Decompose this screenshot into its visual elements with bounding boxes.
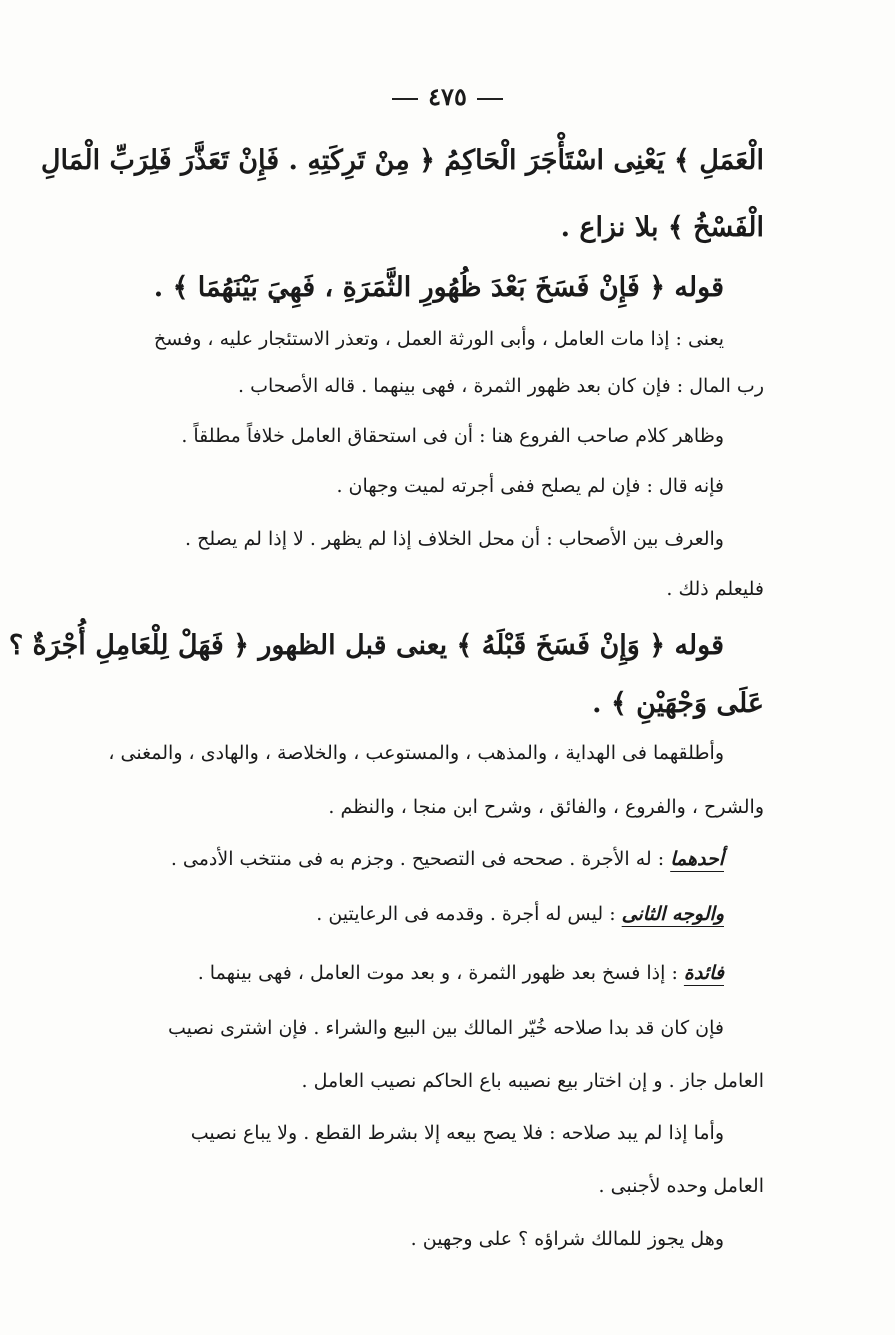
line-text: عَلَى وَجْهَيْنِ ﴾ . xyxy=(592,688,764,719)
text-line xyxy=(148,796,764,818)
section-term: أحدهما xyxy=(670,848,724,870)
text-line xyxy=(148,848,764,870)
text-line xyxy=(148,962,764,984)
text-line xyxy=(148,212,764,243)
page-number-text: ٤٧٥ xyxy=(428,82,467,111)
line-text: العامل وحده لأجنبى . xyxy=(598,1175,764,1197)
line-text: رب المال : فإن كان بعد ظهور الثمرة ، فهى بينهما . قاله الأصحاب . xyxy=(237,375,764,397)
line-text: يعنى : إذا مات العامل ، وأبى الورثة العمل ، وتعذر الاستئجار عليه ، وفسخ xyxy=(153,328,724,350)
text-line xyxy=(148,272,764,303)
text-line xyxy=(108,742,764,764)
line-text: والشرح ، والفروع ، والفائق ، وشرح ابن منجا ، والنظم . xyxy=(328,796,764,818)
page-number xyxy=(0,82,895,111)
line-text: قوله ﴿ وَإِنْ فَسَخَ قَبْلَهُ ﴾ يعنى قبل الظهور ﴿ فَهَلْ لِلْعَامِلِ أُجْرَةٌ ؟ xyxy=(8,630,724,661)
page-number-dash-left xyxy=(392,98,418,100)
line-text: الْفَسْخُ ﴾ بلا نزاع . xyxy=(560,212,764,243)
line-text: وهل يجوز للمالك شراؤه ؟ على وجهين . xyxy=(410,1228,724,1250)
text-line xyxy=(148,1017,764,1039)
page-number-dash-right xyxy=(477,98,503,100)
text-line xyxy=(148,1228,764,1250)
text-line xyxy=(148,1070,764,1092)
line-text: وأطلقهما فى الهداية ، والمذهب ، والمستوعب ، والخلاصة ، والهادى ، والمغنى ، xyxy=(108,742,724,764)
line-text: العامل جاز . و إن اختار بيع نصيبه باع الحاكم نصيب العامل . xyxy=(301,1070,764,1092)
text-line xyxy=(148,375,764,397)
line-text: وأما إذا لم يبد صلاحه : فلا يصح بيعه إلا بشرط القطع . ولا يباع نصيب xyxy=(190,1122,724,1144)
section-term: والوجه الثانى xyxy=(621,903,724,925)
line-text: الْعَمَلِ ﴾ يَعْنِى اسْتَأْجَرَ الْحَاكِمُ ﴿ مِنْ تَرِكَتِهِ . فَإِنْ تَعَذَّرَ فَلِرَبِّ الْمَالِ xyxy=(40,145,764,176)
line-text: : له الأجرة . صححه فى التصحيح . وجزم به فى منتخب الأدمى . xyxy=(170,848,665,870)
line-text: : إذا فسخ بعد ظهور الثمرة ، و بعد موت العامل ، فهى بينهما . xyxy=(197,962,678,984)
section-term: فائدة xyxy=(683,962,724,984)
text-line xyxy=(148,1175,764,1197)
line-text: فإنه قال : فإن لم يصلح ففى أجرته لميت وجهان . xyxy=(336,475,724,497)
line-text: وظاهر كلام صاحب الفروع هنا : أن فى استحقاق العامل خلافاً مطلقاً . xyxy=(181,425,724,447)
text-line xyxy=(148,578,764,600)
line-text: فليعلم ذلك . xyxy=(666,578,764,600)
text-line xyxy=(148,903,764,925)
text-line xyxy=(148,425,764,447)
text-line xyxy=(148,328,764,350)
text-line xyxy=(148,688,764,719)
text-line xyxy=(148,528,764,550)
text-line xyxy=(40,145,764,176)
line-text: قوله ﴿ فَإِنْ فَسَخَ بَعْدَ ظُهُورِ الثَّمَرَةِ ، فَهِيَ بَيْنَهُمَا ﴾ . xyxy=(153,272,724,303)
line-text: : ليس له أجرة . وقدمه فى الرعايتين . xyxy=(316,903,616,925)
text-line xyxy=(148,475,764,497)
text-line xyxy=(8,630,764,661)
line-text: فإن كان قد بدا صلاحه خُيّر المالك بين البيع والشراء . فإن اشترى نصيب xyxy=(167,1017,724,1039)
text-line xyxy=(148,1122,764,1144)
line-text: والعرف بين الأصحاب : أن محل الخلاف إذا لم يظهر . لا إذا لم يصلح . xyxy=(185,528,724,550)
